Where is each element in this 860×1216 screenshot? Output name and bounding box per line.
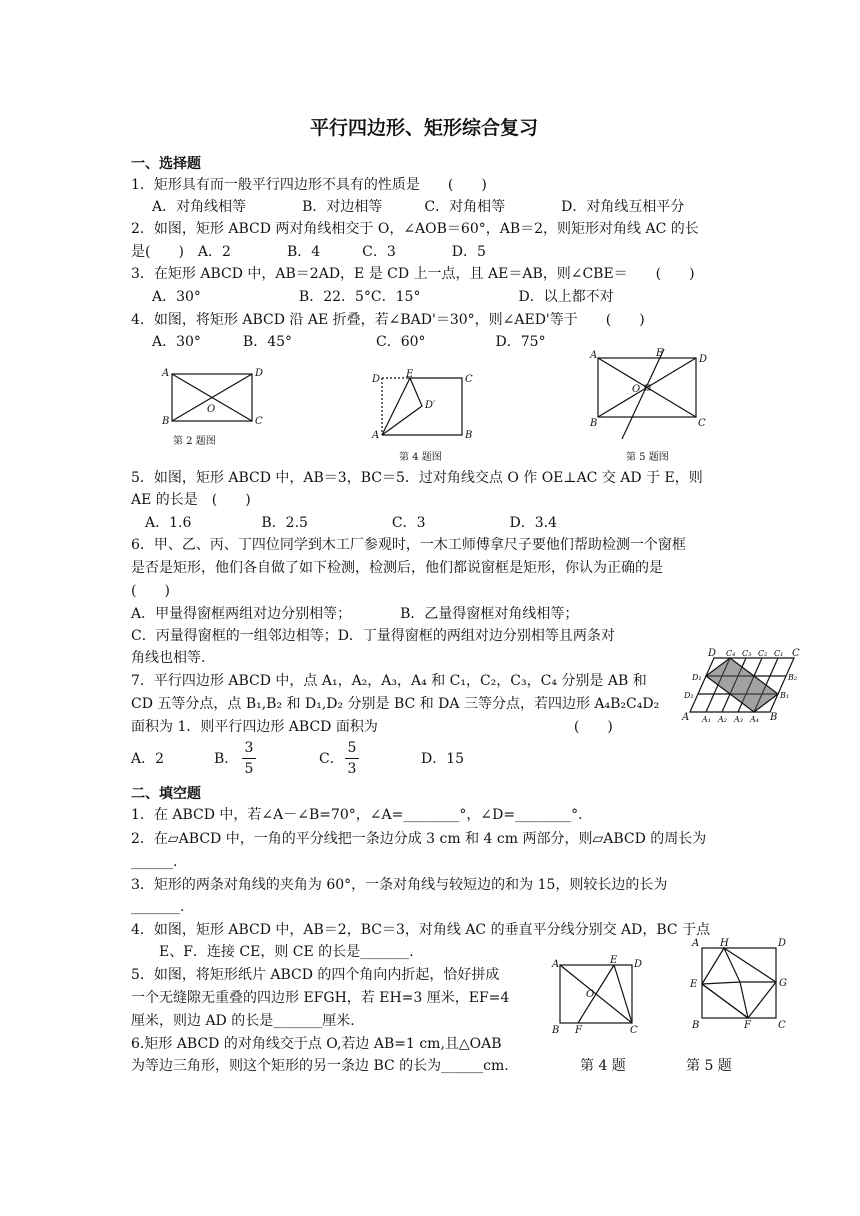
figure-q2	[160, 364, 270, 444]
fig2-label-c: C	[255, 416, 263, 427]
ff5-label-b: B	[692, 1020, 700, 1031]
fig5-label-b: B	[590, 418, 598, 429]
q5-line2: AE 的长是 ( )	[131, 492, 251, 508]
q7-fraction-c-num: 5	[347, 740, 357, 756]
q1-options: A．对角线相等 B．对边相等 C．对角相等 D．对角线互相平分	[152, 199, 685, 215]
ff4-label-f: F	[575, 1025, 582, 1036]
caption-fig4: 第 4 题图	[399, 452, 442, 463]
fig7-label-a2: A₂	[718, 715, 727, 724]
q2-line2: 是( ) A．2 B．4 C．3 D．5	[131, 244, 486, 260]
q1: 1．矩形具有而一般平行四边形不具有的性质是 ( )	[131, 177, 487, 193]
q6-line4: A．甲量得窗框两组对边分别相等； B．乙量得窗框对角线相等；	[131, 606, 579, 622]
fig7-label-d2: D₂	[684, 691, 694, 700]
caption-fig5: 第 5 题图	[626, 452, 669, 463]
ff4-label-d: D	[634, 959, 643, 970]
q7-option-a: A．2	[131, 751, 165, 767]
ff4-label-a: A	[552, 959, 560, 970]
fig7-label-a: A	[682, 712, 690, 723]
fig2-label-b: B	[162, 416, 170, 427]
ff5-label-h: H	[720, 938, 729, 949]
ff4-label-b: B	[552, 1025, 560, 1036]
fig5-label-d: D	[699, 354, 708, 365]
f2-line2: ______.	[131, 854, 178, 870]
fig7-label-c4: C₄	[726, 649, 736, 658]
q7-option-c: C．	[319, 751, 344, 767]
fig2-label-o: O	[207, 404, 216, 415]
fig5-label-c: C	[698, 418, 706, 429]
f4-line1: 4．如图，矩形 ABCD 中，AB＝2，BC＝3，对角线 AC 的垂直平分线分别交 AD，BC 于点	[131, 922, 711, 938]
fig7-label-b1: B₁	[780, 691, 790, 700]
fig4-label-b: B	[465, 430, 473, 441]
q6-line3: ( )	[131, 583, 170, 599]
f3-line2: _______.	[131, 899, 185, 915]
q4: 4．如图，将矩形 ABCD 沿 AE 折叠，若∠BAD'＝30°，则∠AED'等于 ( )	[131, 312, 645, 328]
q7-fraction-b-den: 5	[244, 761, 254, 778]
f6-line2: 为等边三角形，则这个矩形的另一条边 BC 的长为______cm.	[131, 1058, 509, 1074]
fig4-label-dp: D′	[425, 400, 436, 411]
q6-line1: 6．甲、乙、丙、丁四位同学到木工厂参观时，一木工师傅拿尺子要他们帮助检测一个窗框	[131, 537, 686, 553]
f1: 1．在 ABCD 中，若∠A－∠B=70°，∠A=________°，∠D=________°．	[131, 807, 593, 823]
ff4-label-c: C	[630, 1025, 638, 1036]
q7-line2: CD 五等分点，点 B₁,B₂ 和 D₁,D₂ 分别是 BC 和 DA 三等分点，若四边形 A₄B₂C₄D₂	[131, 696, 660, 712]
f5-line1: 5．如图，将矩形纸片 ABCD 的四个角向内折起，恰好拼成	[131, 967, 500, 983]
figure-fill-q4	[548, 955, 648, 1035]
fig7-label-b2: B₂	[788, 673, 798, 682]
fig7-label-c3: C₃	[742, 649, 752, 658]
q7-line3: 面积为 1．则平行四边形 ABCD 面积为 ( )	[131, 719, 613, 735]
q7-line1: 7．平行四边形 ABCD 中，点 A₁，A₂，A₃，A₄ 和 C₁，C₂，C₃，C₄ 分别是 AB 和	[131, 673, 647, 689]
fig2-label-a: A	[162, 368, 170, 379]
q7-option-d: D．15	[421, 751, 465, 767]
fig5-label-o: O	[632, 384, 641, 395]
fig5-label-a: A	[590, 350, 598, 361]
f5-line3: 厘米，则边 AD 的长是_______厘米.	[131, 1013, 355, 1029]
q7-fraction-b-num: 3	[244, 740, 254, 756]
q5-line1: 5．如图，矩形 ABCD 中，AB＝3，BC＝5．过对角线交点 O 作 OE⊥AC 交 AD 于 E，则	[131, 470, 703, 486]
q7-option-b: B．	[214, 751, 239, 767]
ff5-label-a: A	[692, 938, 700, 949]
figure-q5	[586, 344, 716, 444]
caption-fill-fig5: 第 5 题	[686, 1058, 732, 1074]
figure-q4	[370, 368, 480, 448]
fig7-label-a4: A₄	[750, 715, 759, 724]
fig2-label-d: D	[255, 368, 264, 379]
fig7-label-b: B	[770, 712, 778, 723]
q5-options: A．1.6 B．2.5 C．3 D．3.4	[145, 515, 558, 531]
section-fill: 二、填空题	[131, 786, 201, 802]
caption-fig2: 第 2 题图	[173, 436, 216, 447]
page-title: 平行四边形、矩形综合复习	[310, 117, 539, 139]
fig5-label-e: E	[656, 348, 664, 359]
q2-line1: 2．如图，矩形 ABCD 两对角线相交于 O，∠AOB＝60°，AB＝2，则矩形对角线 AC 的长	[131, 221, 699, 237]
q4-options: A．30° B．45° C．60° D．75°	[152, 334, 546, 350]
fig4-label-e: E	[406, 369, 414, 380]
f6-line1: 6.矩形 ABCD 的对角线交于点 O,若边 AB=1 cm,且△OAB	[131, 1036, 502, 1052]
fig7-label-a3: A₃	[734, 715, 743, 724]
fig4-label-d: D	[372, 374, 381, 385]
fig7-label-c: C	[792, 648, 800, 659]
ff5-label-e: E	[690, 979, 698, 990]
figure-q7	[678, 650, 808, 730]
ff5-label-g: G	[779, 978, 787, 989]
ff5-label-c: C	[778, 1020, 786, 1031]
fig7-label-d1: D₁	[692, 673, 702, 682]
f3-line1: 3．矩形的两条对角线的夹角为 60°，一条对角线与较短边的和为 15，则较长边的长为	[131, 877, 668, 893]
ff5-label-f: F	[744, 1020, 751, 1031]
q6-line6: 角线也相等.	[131, 650, 206, 666]
fig4-label-c: C	[465, 374, 473, 385]
ff5-label-d: D	[778, 938, 787, 949]
section-choice: 一、选择题	[131, 156, 201, 172]
fig7-label-a1: A₁	[702, 715, 711, 724]
q3-options: A．30° B．22．5°C．15° D．以上都不对	[152, 289, 614, 305]
q7-fraction-c	[345, 740, 359, 777]
fig4-label-a: A	[372, 430, 380, 441]
f5-line2: 一个无缝隙无重叠的四边形 EFGH，若 EH=3 厘米，EF=4	[131, 990, 510, 1006]
q7-fraction-c-den: 3	[347, 761, 357, 778]
ff4-label-e: E	[610, 955, 618, 966]
fig7-label-c2: C₂	[758, 649, 768, 658]
q3: 3．在矩形 ABCD 中，AB＝2AD，E 是 CD 上一点，且 AE＝AB，则∠CBE＝ ( )	[131, 266, 695, 282]
fig7-label-d: D	[708, 648, 717, 659]
caption-fill-fig4: 第 4 题	[580, 1058, 626, 1074]
q7-fraction-b	[242, 740, 256, 777]
figure-fill-q5	[690, 938, 800, 1033]
f4-line2: E、F．连接 CE，则 CE 的长是_______.	[159, 944, 414, 960]
q6-line2: 是否是矩形，他们各自做了如下检测，检测后，他们都说窗框是矩形，你认为正确的是	[131, 560, 663, 576]
fig7-label-c1: C₁	[774, 649, 784, 658]
q6-line5: C．丙量得窗框的一组邻边相等；D．丁量得窗框的两组对边分别相等且两条对	[131, 628, 615, 644]
f2-line1: 2．在▱ABCD 中，一角的平分线把一条边分成 3 cm 和 4 cm 两部分，则▱ABCD 的周长为	[131, 831, 707, 847]
ff4-label-o: O	[586, 989, 595, 1000]
